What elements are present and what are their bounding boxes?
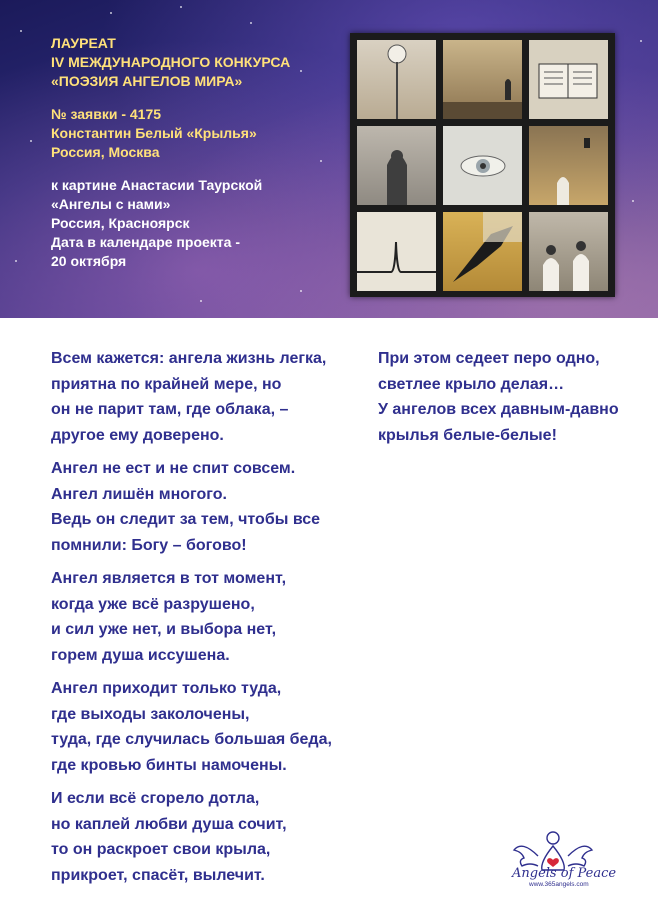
painting-line: к картине Анастасии Таурской	[51, 177, 263, 193]
laureate-title	[51, 34, 290, 91]
header-banner	[0, 0, 658, 318]
poem-column-right	[378, 346, 619, 456]
poem-line: крылья белые-белые!	[378, 426, 557, 444]
poem-line: Ангел не ест и не спит совсем.	[51, 460, 296, 477]
poem-line: туда, где случилась большая беда,	[51, 731, 332, 748]
stanza	[51, 566, 332, 668]
poem-line: другое ему доверено.	[51, 426, 224, 444]
poem-line: Ангел является в тот момент,	[51, 570, 287, 587]
poem-line: И если всё сгорело дотла,	[51, 790, 260, 807]
poem-line: то он раскроет свои крыла,	[51, 841, 271, 858]
painting-image	[350, 33, 615, 297]
poem-line: светлее крыло делая…	[378, 375, 565, 393]
poem-line: Всем кажется: ангела жизнь легка,	[51, 350, 327, 367]
poem-line: где кровью бинты намочены.	[51, 756, 287, 774]
painting-line: Россия, Красноярск	[51, 215, 190, 231]
poem-line: Ведь он следит за тем, чтобы все	[51, 511, 321, 528]
painting-cell	[443, 212, 522, 291]
painting-line: 20 октября	[51, 253, 127, 269]
poem-line: где выходы заколочены,	[51, 705, 250, 723]
stanza	[51, 456, 332, 558]
poem-line: но каплей любви душа сочит,	[51, 815, 287, 833]
title-line: «ПОЭЗИЯ АНГЕЛОВ МИРА»	[51, 73, 243, 89]
painting-line: «Ангелы с нами»	[51, 196, 171, 212]
poem-line: При этом седеет перо одно,	[378, 350, 600, 367]
entry-info	[51, 105, 257, 162]
logo-name: Angels of Peace	[512, 866, 617, 881]
poem-line: и сил уже нет, и выбора нет,	[51, 621, 277, 638]
stanza	[51, 786, 332, 888]
poem-line: Ангел лишён многого.	[51, 485, 227, 503]
poem-column-left	[51, 346, 332, 896]
painting-line: Дата в календаре проекта -	[51, 234, 240, 250]
title-line: ЛАУРЕАТ	[51, 35, 116, 51]
poem-line: он не парит там, где облака, –	[51, 401, 289, 418]
painting-cell	[529, 40, 608, 119]
poem-line: приятна по крайней мере, но	[51, 375, 282, 393]
author-location: Россия, Москва	[51, 144, 160, 160]
stanza	[51, 346, 332, 448]
logo-url: www.365angels.com	[529, 881, 589, 888]
stanza	[51, 676, 332, 778]
painting-info	[51, 176, 262, 271]
poem-line: прикроет, спасёт, вылечит.	[51, 866, 265, 884]
painting-cell	[357, 126, 436, 205]
poem-line: горем душа иссушена.	[51, 646, 230, 664]
stanza	[378, 346, 619, 448]
title-line: IV МЕЖДУНАРОДНОГО КОНКУРСА	[51, 54, 291, 70]
poem-line: когда уже всё разрушено,	[51, 595, 255, 613]
painting-cell	[357, 40, 436, 119]
poem-line: Ангел приходит только туда,	[51, 680, 282, 697]
entry-number: № заявки - 4175	[51, 106, 162, 122]
painting-cell	[443, 126, 522, 205]
poem-line: У ангелов всех давным-давно	[378, 401, 619, 418]
painting-cell	[529, 212, 608, 291]
author-work: Константин Белый «Крылья»	[51, 125, 257, 141]
painting-cell	[357, 212, 436, 291]
painting-cell	[529, 126, 608, 205]
poem-line: помнили: Богу – богово!	[51, 536, 247, 554]
painting-cell	[443, 40, 522, 119]
